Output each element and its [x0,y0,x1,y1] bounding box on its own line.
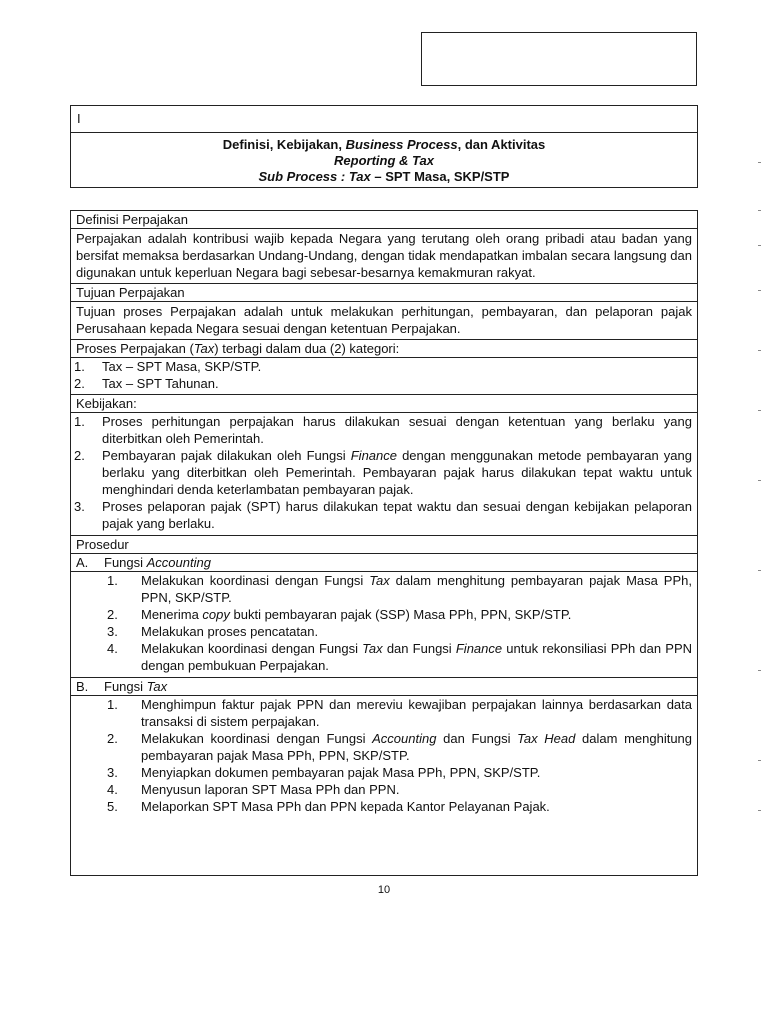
blank-box [421,32,697,86]
title-line-2: Reporting & Tax [334,153,434,168]
definisi-body: Perpajakan adalah kontribusi wajib kepada Negara yang terutang oleh orang pribadi atau badan yang bersifat memaksa berdasarkan Undang-Undang, dengan tidak mendapatkan imbalan secara langsung dan digunakan untuk keperluan Negara bagi sebesar-besarnya kemakmuran rakyat. [76,231,692,280]
list-item: 2. Menerima copy bukti pembayaran pajak (SSP) Masa PPh, PPN, SKP/STP. [107,607,572,622]
section-kebijakan [71,394,697,535]
list-item: 1. Tax – SPT Masa, SKP/STP. [74,359,262,374]
section-definisi [71,211,697,283]
prosedur-heading: Prosedur [71,536,697,554]
page-number: 10 [377,884,391,896]
list-item: 3. Menyiapkan dokumen pembayaran pajak Masa PPh, PPN, SKP/STP. [107,765,541,780]
list-item: 4. Melakukan koordinasi dengan Fungsi Tax dan Fungsi Finance untuk rekonsiliasi PPh dan PPN dengan pembukuan Perpajakan. [107,641,693,673]
list-item: 1. Melakukan koordinasi dengan Fungsi Tax dalam menghitung pembayaran pajak Masa PPh, PPN, SKP/STP. [107,573,692,605]
tujuan-body: Tujuan proses Perpajakan adalah untuk melakukan perhitungan, pembayaran, dan pelaporan pajak Perusahaan kepada Negara sesuai dengan ketentuan Perpajakan. [76,304,692,336]
section-tujuan [71,283,697,339]
prosedur-b-heading: B. Fungsi Tax [71,677,697,696]
list-item: 5. Melaporkan SPT Masa PPh dan PPN kepada Kantor Pelayanan Pajak. [107,799,550,814]
title-line-3: Sub Process : Tax – SPT Masa, SKP/STP [258,169,510,184]
list-item: 1. Menghimpun faktur pajak PPN dan mereviu kewajiban perpajakan lainnya berdasarkan data transaksi di sistem perpajakan. [107,697,692,729]
list-item: 4. Menyusun laporan SPT Masa PPh dan PPN. [107,782,400,797]
definisi-heading: Definisi Perpajakan [71,211,697,229]
document-title [71,133,697,185]
list-item: 1. Proses perhitungan perpajakan harus dilakukan sesuai dengan ketentuan yang berlaku yang diterbitkan oleh Pemerintah. [74,414,692,446]
proses-heading: Proses Perpajakan (Tax) terbagi dalam dua (2) kategori: [71,340,697,358]
document-header [70,105,698,188]
list-item: 3. Proses pelaporan pajak (SPT) harus dilakukan tepat waktu dan sesuai dengan kebijakan pelaporan pajak yang berlaku. [74,499,692,531]
section-prosedur [71,535,697,815]
list-item: 2. Melakukan koordinasi dengan Fungsi Accounting dan Fungsi Tax Head dalam menghitung pembayaran pajak Masa PPh, PPN, SKP/STP. [107,731,693,763]
prosedur-a-heading: A. Fungsi Accounting [71,554,697,572]
kebijakan-heading: Kebijakan: [71,395,697,413]
content-table [70,210,698,876]
list-item: 3. Melakukan proses pencatatan. [107,624,319,639]
header-marker: I [71,106,697,133]
section-proses [71,339,697,394]
list-item: 2. Tax – SPT Tahunan. [74,376,219,391]
title-line-1: Definisi, Kebijakan, Business Process, dan Aktivitas [222,137,546,152]
list-item: 2. Pembayaran pajak dilakukan oleh Fungsi Finance dengan menggunakan metode pembayaran yang berlaku yang diterbitkan oleh Pemerintah. Pembayaran pajak harus dilakukan tepat waktu untuk menghindari denda keterlambatan pembayaran pajak. [74,448,692,497]
tujuan-heading: Tujuan Perpajakan [71,284,697,302]
scan-edge-marks [754,150,768,850]
